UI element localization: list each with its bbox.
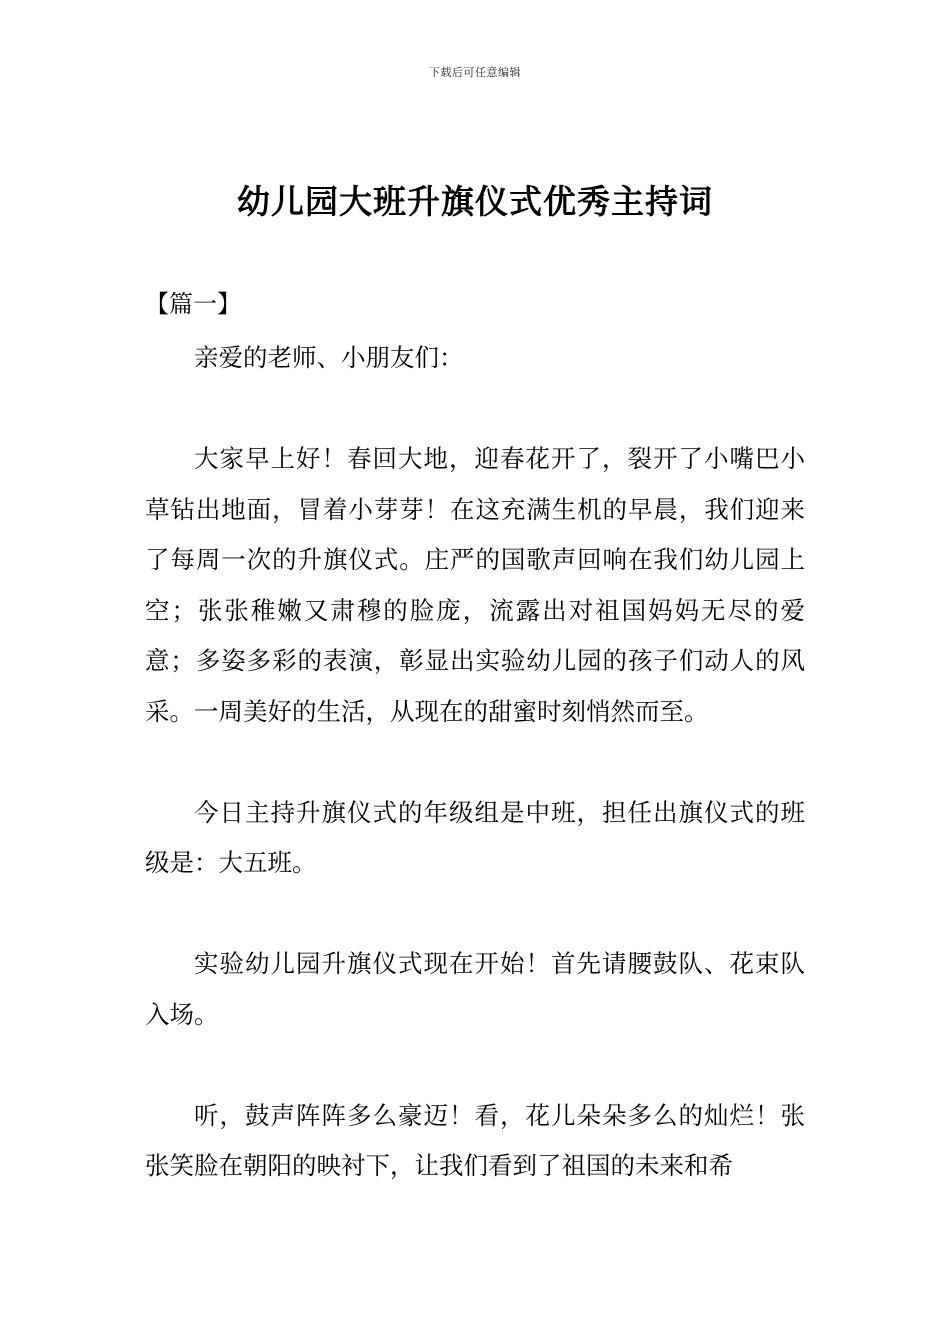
document-body <box>145 333 805 1192</box>
drum-flower-paragraph: 听，鼓声阵阵多么豪迈！看，花儿朵朵多么的灿烂！张张笑脸在朝阳的映衬下，让我们看到了祖国的未来和希 <box>145 1100 805 1180</box>
section-label: 【篇一】 <box>145 290 241 318</box>
paragraph-spacer <box>145 384 805 435</box>
ceremony-start-paragraph: 实验幼儿园升旗仪式现在开始！首先请腰鼓队、花束队入场。 <box>145 949 805 1029</box>
page-header: 下载后可任意编辑 <box>429 66 521 79</box>
host-class-paragraph: 今日主持升旗仪式的年级组是中班，担任出旗仪式的班级是：大五班。 <box>145 797 805 877</box>
paragraph-spacer <box>145 889 805 940</box>
paragraph-spacer <box>145 737 805 788</box>
opening-paragraph: 大家早上好！春回大地，迎春花开了，裂开了小嘴巴小草钻出地面，冒着小芽芽！在这充满生机的早晨，我们迎来了每周一次的升旗仪式。庄严的国歌声回响在我们幼儿园上空；张张稚嫩又肃穆的脸庞，流露出对祖国妈妈无尽的爱意；多姿多彩的表演，彰显出实验幼儿园的孩子们动人的风采。一周美好的生活，从现在的甜蜜时刻悄然而至。 <box>145 444 805 726</box>
greeting-paragraph: 亲爱的老师、小朋友们： <box>194 343 464 372</box>
paragraph-spacer <box>145 1040 805 1091</box>
document-title: 幼儿园大班升旗仪式优秀主持词 <box>237 182 713 221</box>
